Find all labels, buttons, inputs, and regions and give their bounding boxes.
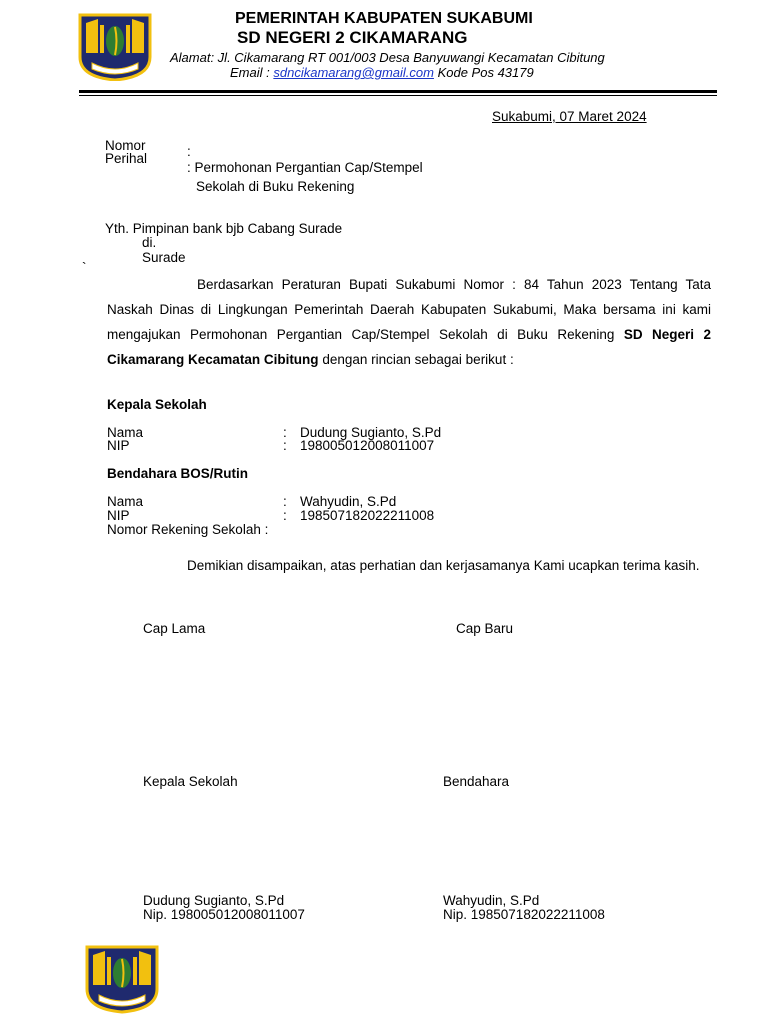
body-school-bold: SD Negeri 2 Cikamarang Kecamatan Cibitung: [107, 327, 711, 367]
school-emblem-logo-bottom: [85, 944, 159, 1014]
perihal-line2: Sekolah di Buku Rekening: [196, 179, 355, 194]
recipient-line2: di.: [142, 235, 157, 250]
body-text-2: dengan rincian sebagai berikut :: [318, 352, 514, 367]
stray-mark: `: [82, 260, 87, 275]
kepala-nip-label: NIP: [107, 438, 130, 453]
kepala-nama-colon: :: [283, 425, 287, 440]
perihal-label: Perihal: [105, 151, 148, 166]
kepala-nip-colon: :: [283, 438, 287, 453]
nomor-colon: :: [187, 144, 191, 159]
letter-date: Sukabumi, 07 Maret 2024: [492, 109, 647, 124]
recipient-line1: Yth. Pimpinan bank bjb Cabang Surade: [105, 221, 343, 236]
perihal-line1: : Permohonan Pergantian Cap/Stempel: [187, 160, 423, 175]
recipient-line3: Surade: [142, 250, 186, 265]
letterhead-contact: [230, 65, 534, 80]
signature-nip-kepala: Nip. 198005012008011007: [143, 907, 305, 922]
kepala-nip-value: 198005012008011007: [300, 438, 435, 453]
bendahara-nip-value: 198507182022211008: [300, 508, 435, 523]
bendahara-nama-colon: :: [283, 494, 287, 509]
body-text-1: Berdasarkan Peraturan Bupati Sukabumi Nomor : 84 Tahun 2023 Tentang Tata Naskah Dinas di Lingkungan Pemerintah Daerah Kabupaten Sukabumi, Maka bersama ini kami mengajukan Permohonan Pergantian Cap/Stempel Sekolah di Buku Rekening: [107, 277, 711, 342]
stamp-new-label: Cap Baru: [456, 621, 514, 636]
bendahara-rekening-label: Nomor Rekening Sekolah :: [107, 522, 269, 537]
bendahara-nama-value: Wahyudin, S.Pd: [300, 494, 397, 509]
signature-name-bendahara: Wahyudin, S.Pd: [443, 893, 540, 908]
signature-name-kepala: Dudung Sugianto, S.Pd: [143, 893, 285, 908]
email-link[interactable]: sdncikamarang@gmail.com: [273, 65, 434, 80]
letterhead-school-name: SD NEGERI 2 CIKAMARANG: [237, 28, 468, 47]
letterhead-rule-thin: [79, 95, 717, 96]
signature-role-kepala: Kepala Sekolah: [143, 774, 238, 789]
bendahara-nip-colon: :: [283, 508, 287, 523]
bendahara-nama-label: Nama: [107, 494, 144, 509]
signature-nip-bendahara: Nip. 198507182022211008: [443, 907, 605, 922]
stamp-old-label: Cap Lama: [143, 621, 206, 636]
school-emblem-logo: [78, 13, 152, 81]
bendahara-heading: Bendahara BOS/Rutin: [107, 466, 249, 481]
letterhead-government: PEMERINTAH KABUPATEN SUKABUMI: [235, 10, 533, 27]
kepala-nama-value: Dudung Sugianto, S.Pd: [300, 425, 442, 440]
letterhead-rule-thick: [79, 90, 717, 93]
body-paragraph: [107, 272, 711, 372]
kepala-nama-label: Nama: [107, 425, 144, 440]
signature-role-bendahara: Bendahara: [443, 774, 510, 789]
bendahara-nip-label: NIP: [107, 508, 130, 523]
nomor-label: Nomor: [105, 138, 146, 153]
closing-text: Demikian disampaikan, atas perhatian dan kerjasamanya Kami ucapkan terima kasih.: [187, 558, 700, 573]
closing-paragraph: [107, 553, 711, 578]
letterhead-address: Alamat: Jl. Cikamarang RT 001/003 Desa Banyuwangi Kecamatan Cibitung: [170, 50, 605, 65]
postal-code: Kode Pos 43179: [437, 65, 534, 80]
kepala-heading: Kepala Sekolah: [107, 397, 207, 412]
email-label: Email :: [230, 65, 270, 80]
